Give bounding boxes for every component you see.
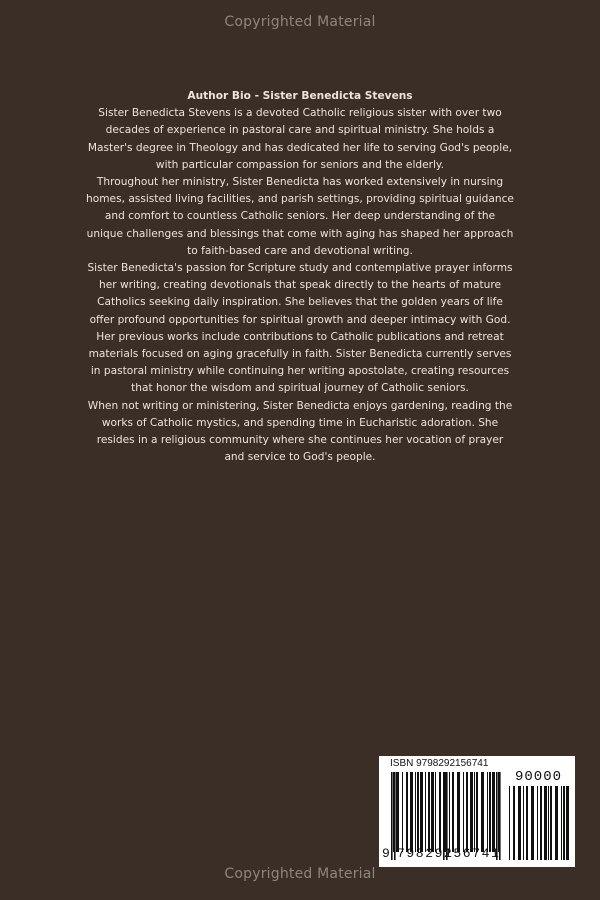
bio-paragraph: Her previous works include contributions to Catholic publications and retreat materials focused on aging gracefully in faith. Sister Benedicta currently serves in pastoral ministry while continuing her writing apostolate, creating resources that honor the wisdom and spiritual journey of Catholic seniors. <box>88 330 512 395</box>
barcode-digits-left: 798292 <box>397 846 454 861</box>
copyright-watermark-bottom: Copyrighted Material <box>224 866 376 882</box>
barcode-digits-right: 156741 <box>444 846 501 861</box>
bio-paragraph: Throughout her ministry, Sister Benedicta has worked extensively in nursing homes, assisted living facilities, and parish settings, providing spiritual guidance and comfort to countless Catholic seniors. Her deep understanding of the unique challenges and blessings that come with aging has shaped her approach to faith-based care and devotional writing. <box>86 176 514 257</box>
bio-paragraph: When not writing or ministering, Sister Benedicta enjoys gardening, reading the works of Catholic mystics, and spending time in Eucharistic adoration. She resides in a religious community where she continues her vocation of prayer and service to God's people. <box>87 399 513 464</box>
bio-paragraph: Sister Benedicta Stevens is a devoted Catholic religious sister with over two decades of experience in pastoral care and spiritual ministry. She holds a Master's degree in Theology and has dedicated her life to serving God's people, with particular compassion for seniors and the elderly. <box>87 107 513 171</box>
isbn-label: ISBN 9798292156741 <box>390 758 489 769</box>
author-bio <box>86 88 514 466</box>
price-code: 90000 <box>515 769 563 785</box>
isbn-barcode <box>379 756 575 867</box>
barcode-digit-prefix: 9 <box>382 846 390 861</box>
bio-paragraph: Sister Benedicta's passion for Scripture study and contemplative prayer informs her writing, creating devotionals that speak directly to the hearts of mature Catholics seeking daily inspiration. She believes that the golden years of life offer profound opportunities for spiritual growth and deeper intimacy with God. <box>87 262 513 326</box>
bio-title: Author Bio - Sister Benedicta Stevens <box>187 90 413 102</box>
copyright-watermark-top: Copyrighted Material <box>224 14 376 30</box>
